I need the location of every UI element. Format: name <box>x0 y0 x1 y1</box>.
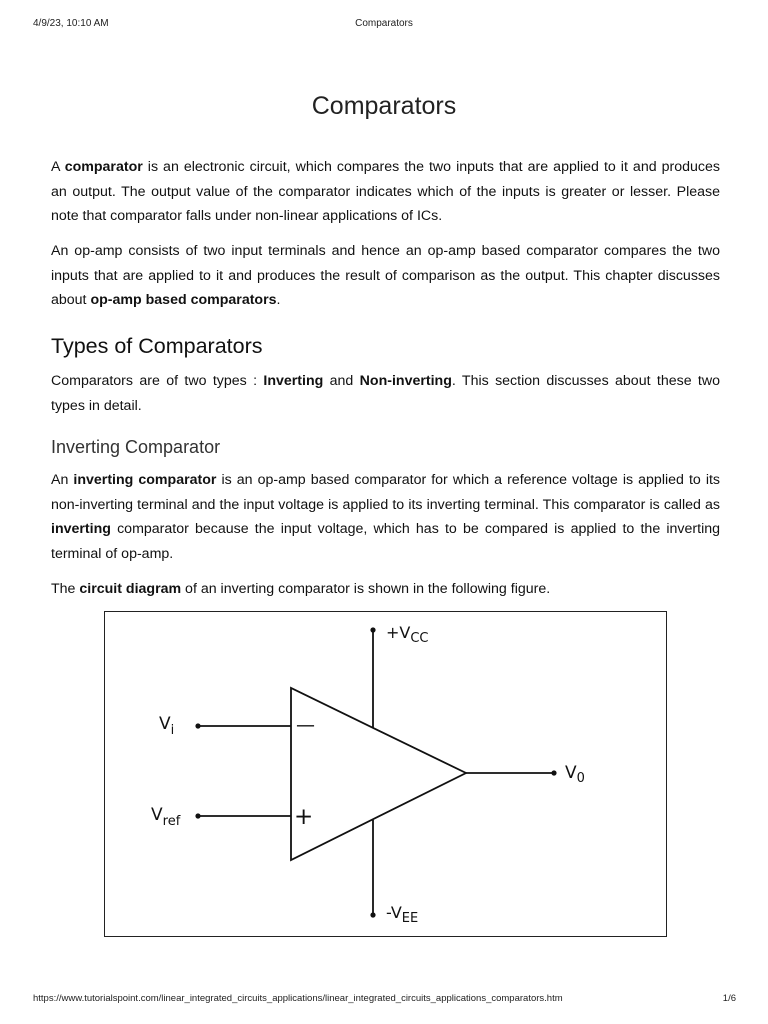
vi-label: $V_i$ <box>159 714 175 738</box>
text-run: . <box>276 292 281 308</box>
noninverting-input-plus: + <box>294 804 314 830</box>
print-footer-url: https://www.tutorialspoint.com/linear_integrated_circuits_applications/linear_integrated_circuits_applications_comparators.htm <box>33 993 563 1004</box>
op-amp-triangle <box>291 688 466 860</box>
types-paragraph <box>51 369 720 418</box>
text-run: An op-amp consists of two input terminals and hence an op-amp based comparator compares the two inputs that are applied to it and produces the result of comparison as the output. This chapter discusses about <box>51 243 720 308</box>
inverting-input-minus: — <box>296 714 315 736</box>
vcc-terminal <box>370 627 375 632</box>
inverting-heading: Inverting Comparator <box>51 437 221 457</box>
vee-label: $-V_{EE}$ <box>386 903 419 926</box>
print-header-title: Comparators <box>355 18 413 29</box>
text-run: is an op-amp based comparator for which a reference voltage is applied to its non-inverting terminal and the input voltage is applied to its inverting terminal. This comparator is called as <box>51 472 721 513</box>
intro-paragraph-1 <box>51 155 720 229</box>
bold-term: op-amp based comparators <box>90 292 277 308</box>
text-run: An <box>51 472 74 488</box>
text-run: Comparators are of two types : <box>51 373 264 389</box>
print-date: 4/9/23, 10:10 AM <box>33 18 109 29</box>
bold-term: Non-inverting <box>359 373 452 389</box>
inverting-paragraph-1 <box>51 468 720 566</box>
vref-label: $V_{ref}$ <box>151 805 181 829</box>
vcc-label: $+V_{CC}$ <box>386 623 429 646</box>
page-title: Comparators <box>311 92 457 120</box>
text-run: and <box>323 373 360 389</box>
inverting-paragraph-2 <box>51 577 720 602</box>
print-page-number: 1/6 <box>722 993 736 1004</box>
vref-terminal <box>195 813 200 818</box>
bold-term: Inverting <box>263 373 324 389</box>
bold-term: comparator <box>64 159 143 175</box>
circuit-diagram-figure <box>104 611 667 937</box>
text-run: of an inverting comparator is shown in the following figure. <box>181 581 551 597</box>
text-run: The <box>51 581 80 597</box>
vo-terminal <box>551 770 556 775</box>
inverting-comparator-circuit <box>105 612 668 938</box>
text-run: . This section discusses about these two types in detail. <box>51 373 721 414</box>
bold-term: circuit diagram <box>79 581 182 597</box>
types-heading: Types of Comparators <box>51 334 263 358</box>
vi-terminal <box>195 723 200 728</box>
intro-paragraph-2 <box>51 239 720 313</box>
bold-term: inverting <box>51 521 111 537</box>
text-run: comparator because the input voltage, which has to be compared is applied to the inverting terminal of op-amp. <box>51 521 720 562</box>
text-run: is an electronic circuit, which compares the two inputs that are applied to it and produces an output. The output value of the comparator indicates which of the inputs is greater or lesser. Please note that comparator falls under non-linear applications of ICs. <box>51 159 720 224</box>
vo-label: $V_0$ <box>565 763 585 786</box>
vee-terminal <box>370 912 375 917</box>
bold-term: inverting comparator <box>73 472 217 488</box>
text-run: A <box>51 159 65 175</box>
